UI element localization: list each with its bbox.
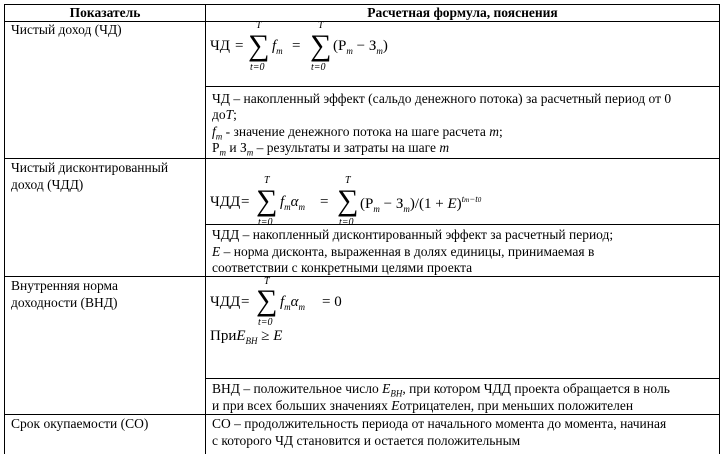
row-name-chdd-2: доход (ЧДД) [11, 177, 84, 192]
desc-chd-4: $Р_m$ и $З_m$ – результаты и затраты на шаге m [212, 140, 450, 158]
row-name-chdd-1: Чистый дисконтированный [11, 160, 169, 175]
desc-chdd-2: E – норма дисконта, выраженная в долях единицы, принимаемая в [212, 244, 595, 259]
desc-chdd-3: соответствии с конкретными целями проекта [212, 260, 473, 275]
desc-vnd-1: ВНД – положительное число $E_{ВН}$, при котором ЧДД проекта обращается в ноль [212, 381, 670, 399]
desc-vnd-2: и при всех больших значениях Eотрицателен, при меньших положителен [212, 398, 634, 413]
row-name-vnd-1: Внутренняя норма [11, 278, 118, 293]
desc-chd-2: доT; [212, 107, 237, 122]
header-formula: Расчетная формула, пояснения [367, 5, 558, 20]
row-name-chd: Чистый доход (ЧД) [11, 22, 122, 37]
row-name-vnd-2: доходности (ВНД) [11, 295, 118, 310]
header-indicator: Показатель [69, 5, 141, 20]
desc-so-2: с которого ЧД становится и остается положительным [212, 433, 521, 448]
desc-chdd-1: ЧДД – накопленный дисконтированный эффект за расчетный период; [212, 227, 614, 242]
row-name-so: Срок окупаемости (СО) [11, 416, 149, 431]
desc-chd-3: $f_m$ - значение денежного потока на шаге расчета m; [212, 124, 503, 142]
desc-chd-1: ЧД – накопленный эффект (сальдо денежного потока) за расчетный период от 0 [212, 91, 672, 106]
desc-so-1: СО – продолжительность периода от начального момента до момента, начиная [212, 416, 667, 431]
